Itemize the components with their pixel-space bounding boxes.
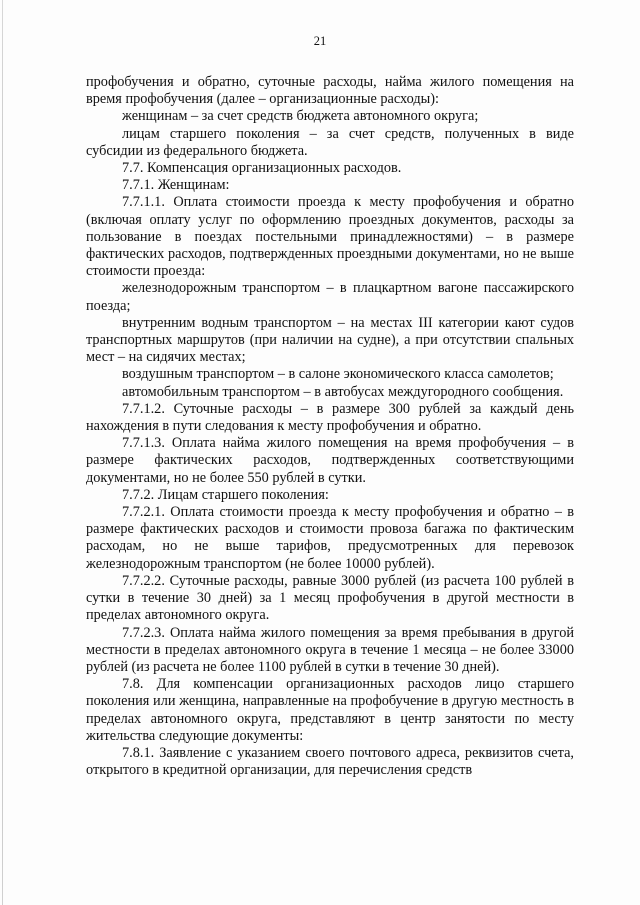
scan-edge [2,0,3,905]
paragraph: 7.7. Компенсация организационных расходов. [122,160,402,177]
paragraph: 7.7.1.1. Оплата стоимости проезда к месту профобучения и обратно (включая оплату услуг по оформлению проездных документов, расходы за пользование в поездах постельными принадлежностями) – в размере фактических расходов, подтвержденных проездными документами, но не выше стоимости проезда: [86,194,574,280]
paragraph: 7.8.1. Заявление с указанием своего почтового адреса, реквизитов счета, открытого в кредитной организации, для перечисления средств [86,744,574,779]
document-body [86,74,574,779]
paragraph: профобучения и обратно, суточные расходы, найма жилого помещения на время профобучения (далее – организационные расходы): [86,74,574,108]
page-number: 21 [313,34,327,48]
paragraph: 7.7.2.3. Оплата найма жилого помещения за время пребывания в другой местности в пределах автономного округа в течение 1 месяца – не более 33000 рублей (из расчета не более 1100 рублей в сутки в течение 30 дней). [86,624,574,675]
paragraph: 7.7.2. Лицам старшего поколения: [122,486,329,503]
paragraph: 7.7.2.1. Оплата стоимости проезда к месту профобучения и обратно – в размере фактических расходов и стоимости провоза багажа по фактическим расходам, но не выше тарифов, предусмотренных для перевозок железнодорожным транспортом (не более 10000 рублей). [86,504,574,572]
paragraph: лицам старшего поколения – за счет средств, полученных в виде субсидии из федерального бюджета. [86,125,574,159]
paragraph: 7.8. Для компенсации организационных расходов лицо старшего поколения или женщина, направленные на профобучение в другую местность в пределах автономного округа, представляют в центр занятости по месту жительства следующие документы: [86,676,574,744]
paragraph: 7.7.1.3. Оплата найма жилого помещения на время профобучения – в размере фактических расходов, подтвержденных соответствующими документами, но не более 550 рублей в сутки. [86,435,574,486]
paragraph: 7.7.1.2. Суточные расходы – в размере 300 рублей за каждый день нахождения в пути следования к месту профобучения и обратно. [86,400,574,435]
paragraph: железнодорожным транспортом – в плацкартном вагоне пассажирского поезда; [86,280,574,314]
paragraph: женщинам – за счет средств бюджета автономного округа; [122,108,479,125]
paragraph: внутренним водным транспортом – на местах III категории кают судов транспортных маршрутов (при наличии на судне), а при отсутствии спальных мест – на сидячих местах; [86,314,574,366]
paragraph: 7.7.1. Женщинам: [122,177,230,194]
paragraph: 7.7.2.2. Суточные расходы, равные 3000 рублей (из расчета 100 рублей в сутки в течение 30 дней) за 1 месяц профобучения в другой местности в пределах автономного округа. [86,572,574,624]
paragraph: автомобильным транспортом – в автобусах междугородного сообщения. [122,383,564,400]
paragraph: воздушным транспортом – в салоне экономического класса самолетов; [122,366,554,383]
